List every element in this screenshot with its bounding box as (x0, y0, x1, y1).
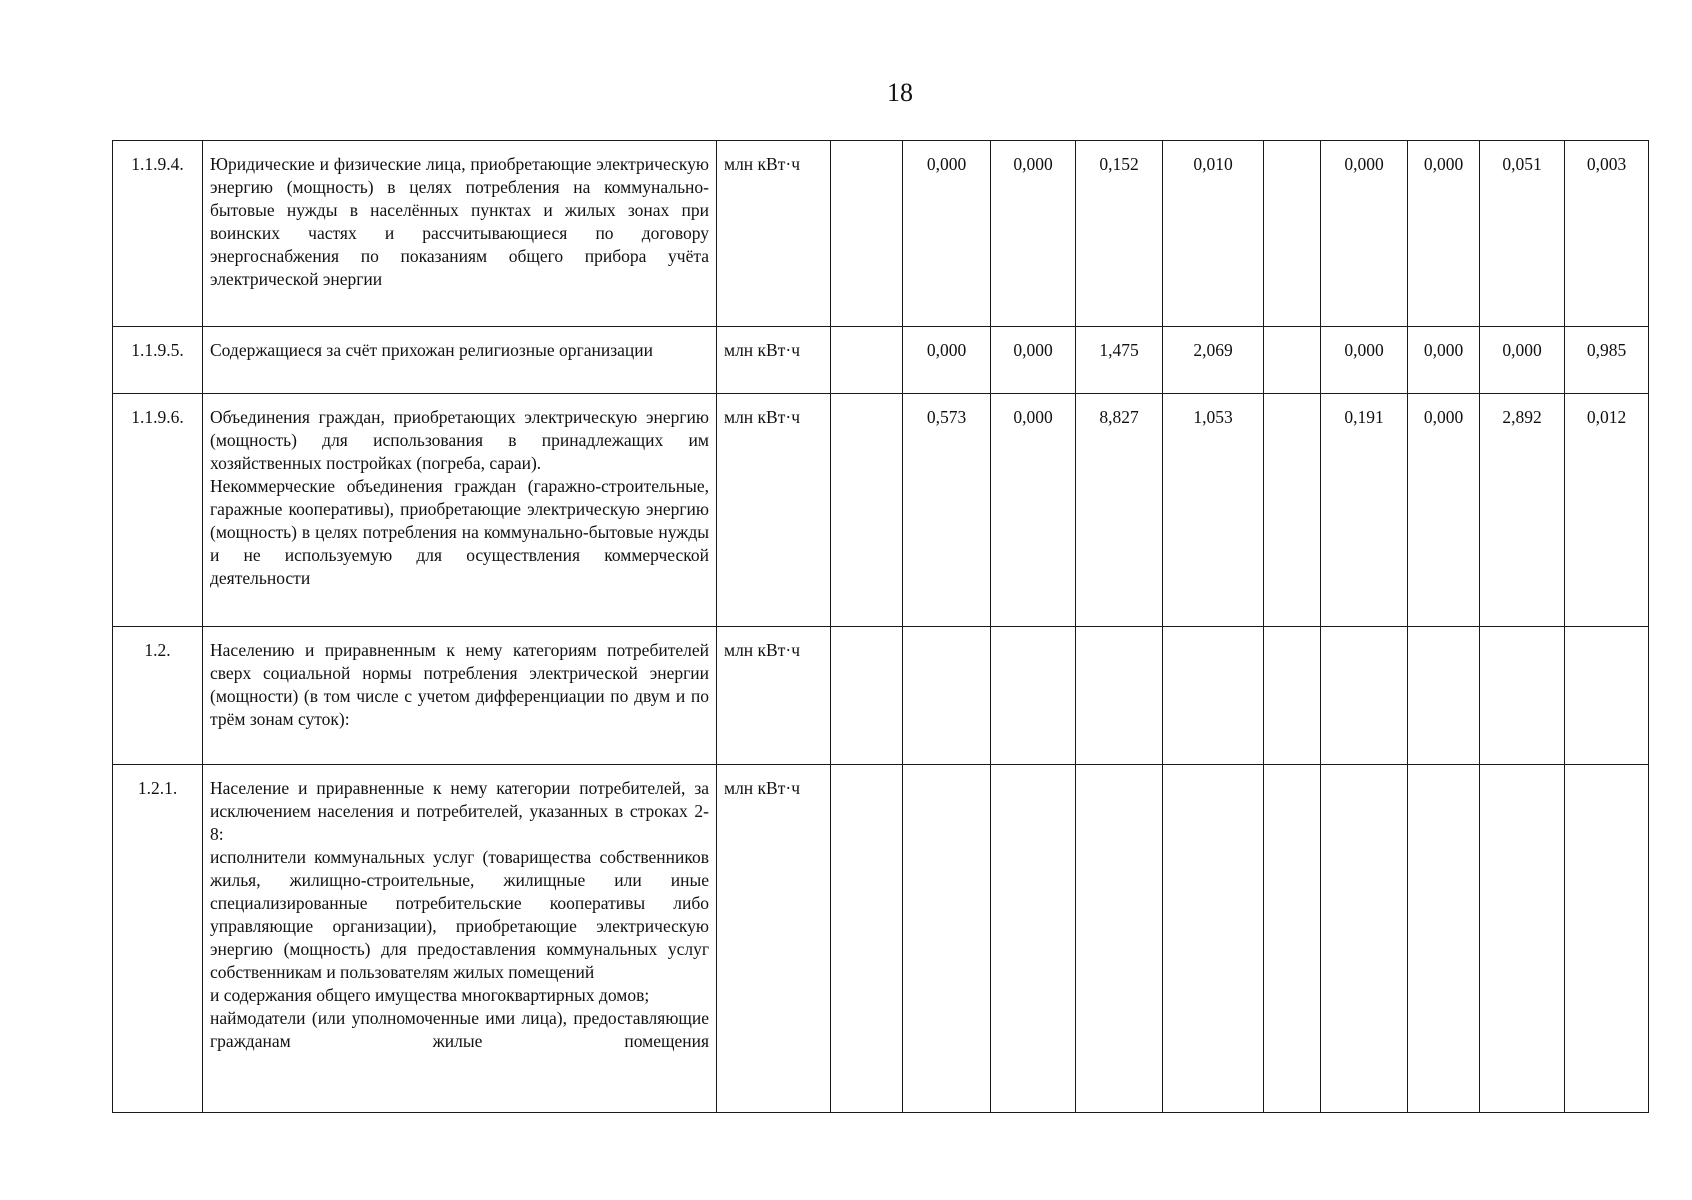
value-cell (1076, 765, 1163, 1113)
table-row (113, 627, 1649, 765)
value-cell: 2,892 (1480, 394, 1565, 627)
value-cell: 0,051 (1480, 141, 1565, 327)
description-paragraph: Объединения граждан, приобретающих электрическую энергию (мощность) для использования в принадлежащих им хозяйственных постройках (погреба, сараи). (210, 407, 709, 473)
value-cell (1163, 627, 1264, 765)
value-cell: 0,000 (1321, 141, 1408, 327)
row-description (203, 627, 717, 765)
value-cell (1321, 765, 1408, 1113)
value-cell: 0,000 (991, 141, 1076, 327)
value-cell (1480, 765, 1565, 1113)
value-cell: 0,191 (1321, 394, 1408, 627)
row-unit: млн кВт·ч (717, 327, 831, 394)
row-number: 1.1.9.5. (113, 327, 203, 394)
value-cell (1408, 765, 1480, 1113)
value-cell: 0,000 (1408, 141, 1480, 327)
value-cell: 0,000 (991, 394, 1076, 627)
description-paragraph: наймодатели (или уполномоченные ими лица), предоставляющие гражданам жилые помещения (210, 1008, 709, 1051)
value-cell (831, 394, 903, 627)
row-unit: млн кВт·ч (717, 627, 831, 765)
description-paragraph: и содержания общего имущества многоквартирных домов; (210, 985, 650, 1005)
value-cell (1264, 327, 1321, 394)
value-cell (1163, 765, 1264, 1113)
description-paragraph: Некоммерческие объединения граждан (гаражно-строительные, гаражные кооперативы), приобретающие электрическую энергию (мощность) в целях потребления на коммунально-бытовые нужды и не используемую для осуществления коммерческой деятельности (210, 476, 709, 588)
value-cell: 0,000 (991, 327, 1076, 394)
value-cell (903, 627, 991, 765)
value-cell (1480, 627, 1565, 765)
value-cell: 1,475 (1076, 327, 1163, 394)
tariff-table (112, 140, 1649, 1113)
value-cell: 0,000 (1408, 394, 1480, 627)
value-cell: 8,827 (1076, 394, 1163, 627)
value-cell: 0,003 (1565, 141, 1649, 327)
value-cell (1264, 765, 1321, 1113)
value-cell (831, 327, 903, 394)
row-unit: млн кВт·ч (717, 394, 831, 627)
value-cell (831, 627, 903, 765)
value-cell (1076, 627, 1163, 765)
value-cell (1565, 627, 1649, 765)
value-cell (1264, 394, 1321, 627)
value-cell (1565, 765, 1649, 1113)
value-cell: 0,010 (1163, 141, 1264, 327)
value-cell: 0,000 (1480, 327, 1565, 394)
value-cell: 1,053 (1163, 394, 1264, 627)
value-cell (991, 765, 1076, 1113)
value-cell (831, 141, 903, 327)
row-unit: млн кВт·ч (717, 765, 831, 1113)
table-row (113, 141, 1649, 327)
row-number: 1.1.9.4. (113, 141, 203, 327)
value-cell: 0,985 (1565, 327, 1649, 394)
value-cell (991, 627, 1076, 765)
row-unit: млн кВт·ч (717, 141, 831, 327)
value-cell: 0,000 (903, 327, 991, 394)
table-row (113, 765, 1649, 1113)
value-cell (1264, 141, 1321, 327)
row-description (203, 394, 717, 627)
description-paragraph: Населению и приравненным к нему категориям потребителей сверх социальной нормы потребления электрической энергии (мощности) (в том числе с учетом дифференциации по двум и по трём зонам суток): (210, 640, 709, 729)
value-cell: 0,012 (1565, 394, 1649, 627)
value-cell: 0,573 (903, 394, 991, 627)
page-number: 18 (887, 78, 913, 107)
value-cell: 0,000 (903, 141, 991, 327)
value-cell: 0,000 (1408, 327, 1480, 394)
row-number: 1.2.1. (113, 765, 203, 1113)
value-cell: 0,000 (1321, 327, 1408, 394)
row-description (203, 765, 717, 1113)
table-row (113, 327, 1649, 394)
value-cell: 0,152 (1076, 141, 1163, 327)
value-cell (1321, 627, 1408, 765)
value-cell (903, 765, 991, 1113)
row-description (203, 327, 717, 394)
value-cell (1408, 627, 1480, 765)
description-paragraph: Население и приравненные к нему категории потребителей, за исключением населения и потребителей, указанных в строках 2- 8: (210, 778, 709, 844)
table-row (113, 394, 1649, 627)
description-paragraph: Юридические и физические лица, приобретающие электрическую энергию (мощность) в целях потребления на коммунально-бытовые нужды в населённых пунктах и жилых зонах при воинских частях и рассчитывающиеся по договору энергоснабжения по показаниям общего прибора учёта электрической энергии (210, 154, 709, 289)
row-number: 1.2. (113, 627, 203, 765)
row-description (203, 141, 717, 327)
description-paragraph: исполнители коммунальных услуг (товарищества собственников жилья, жилищно-строительные, жилищные или иные специализированные потребительские кооперативы либо управляющие организации), приобретающие электрическую энергию (мощность) для предоставления коммунальных услуг собственникам и пользователям жилых помещений (210, 847, 709, 982)
row-number: 1.1.9.6. (113, 394, 203, 627)
value-cell (831, 765, 903, 1113)
value-cell (1264, 627, 1321, 765)
value-cell: 2,069 (1163, 327, 1264, 394)
description-paragraph: Содержащиеся за счёт прихожан религиозные организации (210, 340, 654, 360)
